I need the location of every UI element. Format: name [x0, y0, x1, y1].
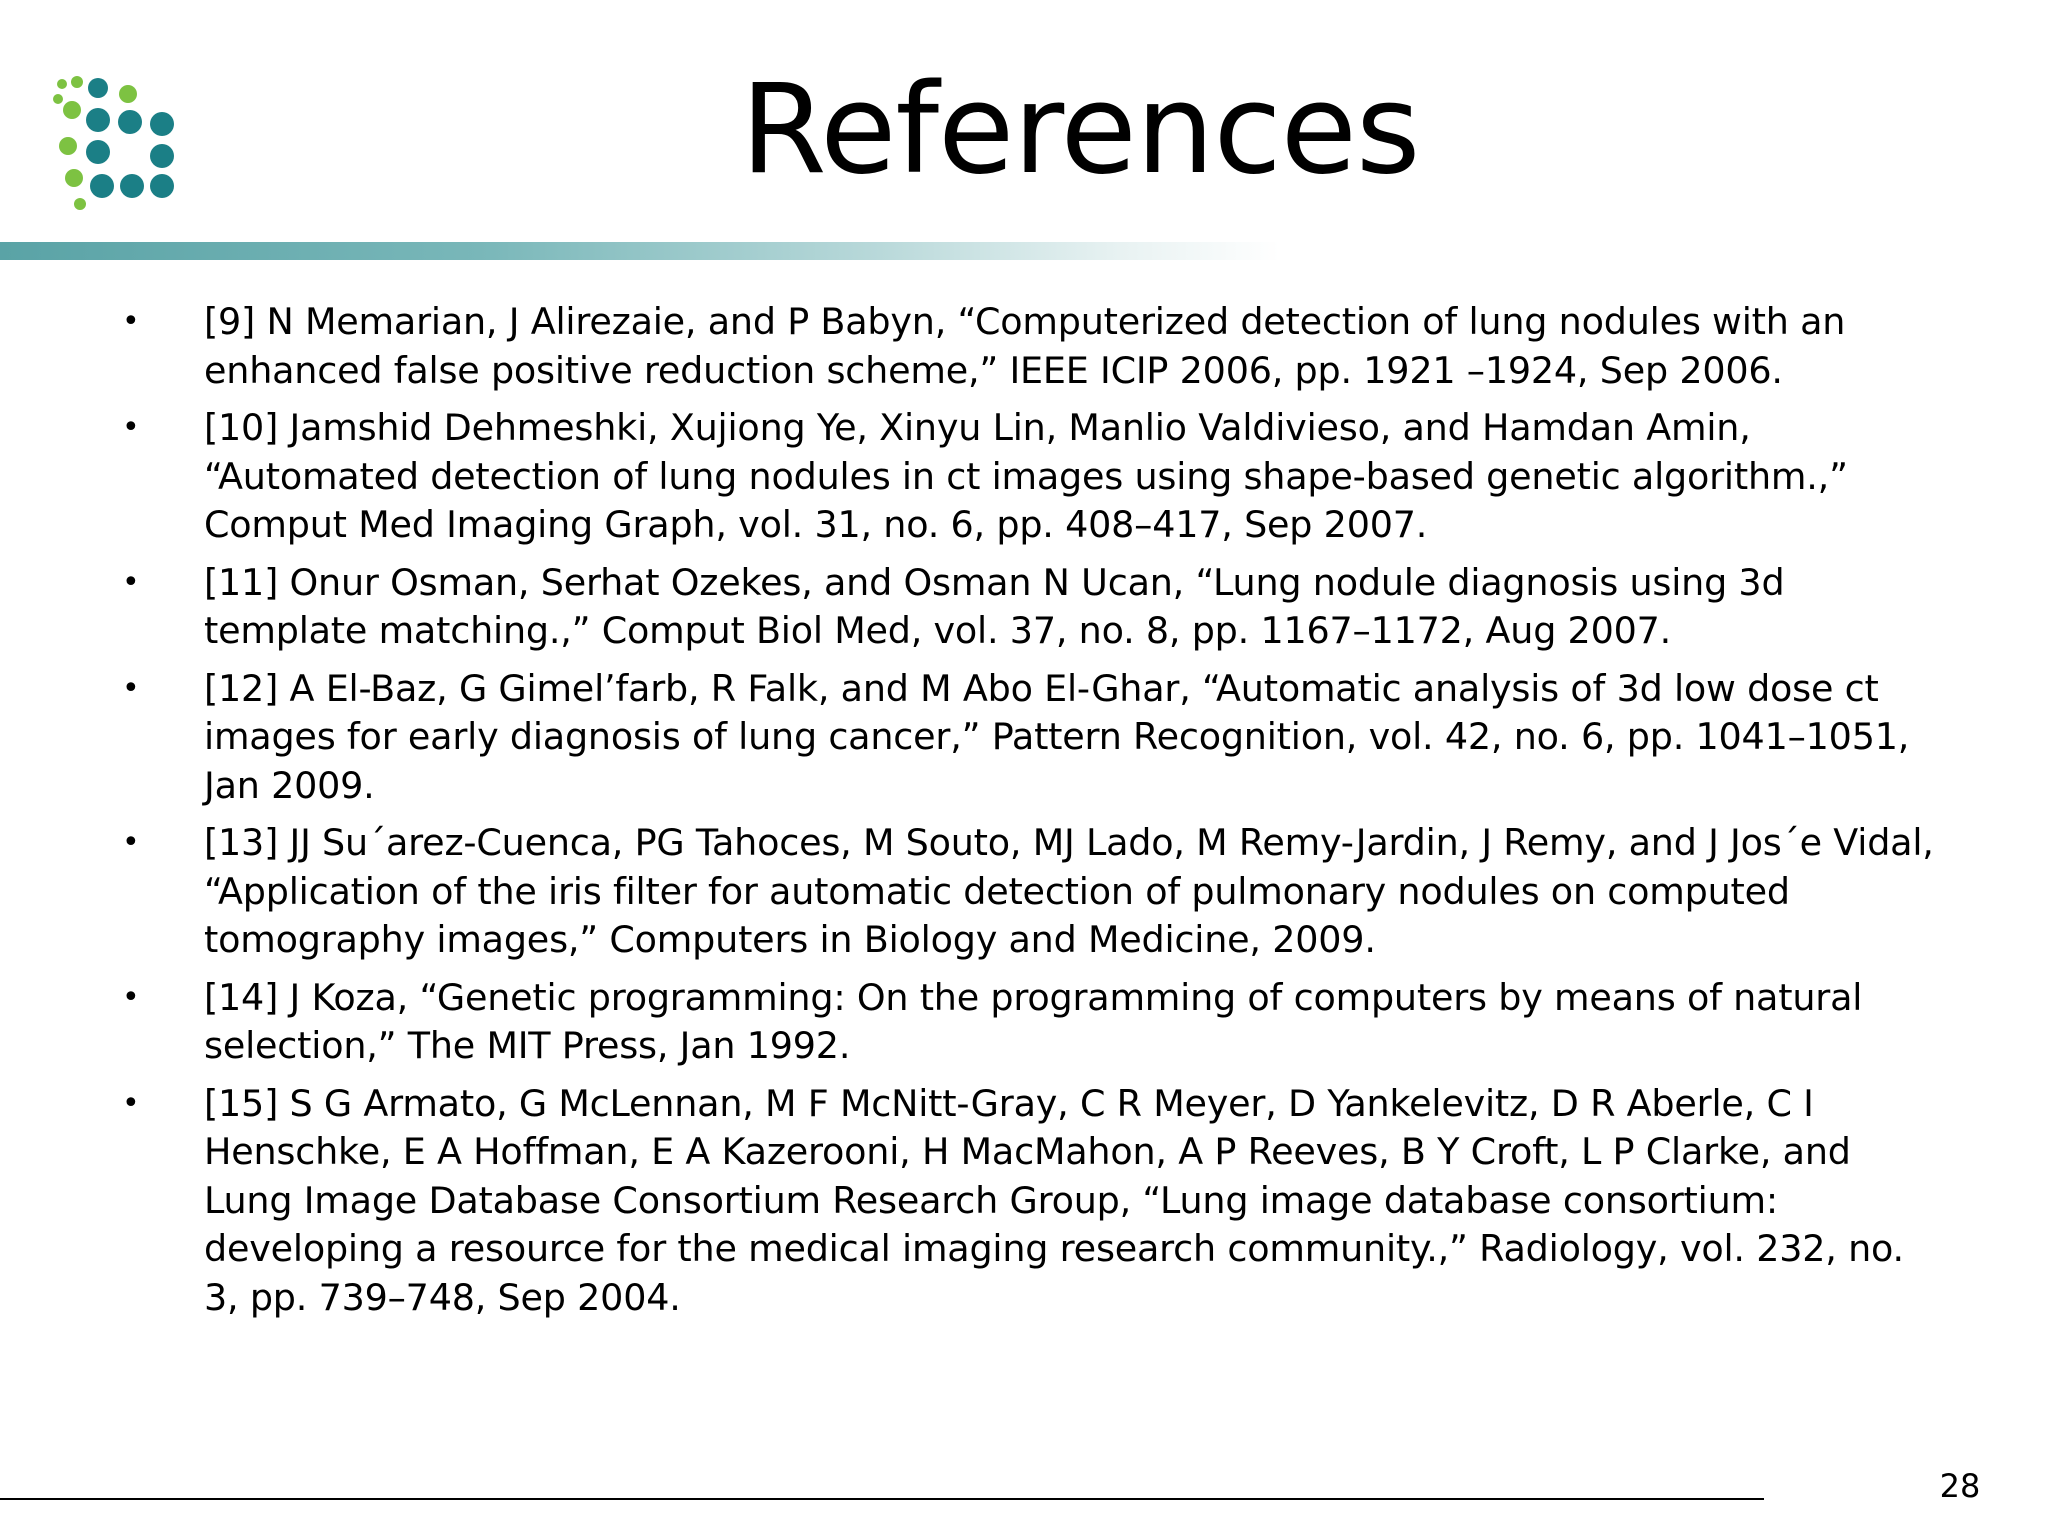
- bullet-icon: •: [122, 670, 140, 706]
- reference-list: [122, 298, 1942, 1331]
- reference-item-13: [122, 819, 1942, 965]
- bullet-icon: •: [122, 825, 140, 860]
- reference-text: [11] Onur Osman, Serhat Ozekes, and Osman N Ucan, “Lung nodule diagnosis using 3d template matching.,” Comput Biol Med, vol. 37, no. 8, pp. 1167–1172, Aug 2007.: [204, 560, 1785, 652]
- page-number: 28: [1939, 1467, 1981, 1505]
- title-divider-bar: [0, 242, 1600, 260]
- reference-text: [13] JJ Su´arez-Cuenca, PG Tahoces, M Souto, MJ Lado, M Remy-Jardin, J Remy, and J Jos´e Vidal, “Application of the iris filter for automatic detection of pulmonary nodules on computed tomography images,” Computers in Biology and Medicine, 2009.: [204, 821, 1934, 961]
- bullet-icon: •: [122, 564, 140, 600]
- reference-item-12: [122, 665, 1942, 811]
- reference-item-10: [122, 404, 1942, 550]
- reference-text: [15] S G Armato, G McLennan, M F McNitt-Gray, C R Meyer, D Yankelevitz, D R Aberle, C I Henschke, E A Hoffman, E A Kazerooni, H MacMahon, A P Reeves, B Y Croft, L P Clarke, and Lung Image Database Consortium Research Group, “Lung image database consortium: developing a resource for the medical imaging research community.,” Radiology, vol. 232, no. 3, pp. 739–748, Sep 2004.: [204, 1081, 1904, 1319]
- slide-title: References: [740, 58, 1420, 202]
- bullet-icon: •: [122, 410, 140, 445]
- reference-item-14: [122, 974, 1942, 1071]
- bullet-icon: •: [122, 979, 140, 1015]
- bullet-icon: •: [122, 304, 140, 339]
- reference-item-15: [122, 1080, 1942, 1323]
- reference-text: [9] N Memarian, J Alirezaie, and P Babyn, “Computerized detection of lung nodules with an enhanced false positive reduction scheme,” IEEE ICIP 2006, pp. 1921 –1924, Sep 2006.: [204, 300, 1846, 392]
- reference-text: [14] J Koza, “Genetic programming: On the programming of computers by means of natural selection,” The MIT Press, Jan 1992.: [204, 975, 1863, 1067]
- footer-divider-line: [0, 1498, 1764, 1500]
- reference-item-11: [122, 559, 1942, 656]
- reference-item-9: [122, 298, 1942, 395]
- reference-text: [10] Jamshid Dehmeshki, Xujiong Ye, Xinyu Lin, Manlio Valdivieso, and Hamdan Amin, “Automated detection of lung nodules in ct images using shape-based genetic algorithm.,” Comput Med Imaging Graph, vol. 31, no. 6, pp. 408–417, Sep 2007.: [204, 406, 1848, 546]
- bullet-icon: •: [122, 1085, 140, 1121]
- reference-text: [12] A El-Baz, G Gimel’farb, R Falk, and M Abo El-Ghar, “Automatic analysis of 3d low dose ct images for early diagnosis of lung cancer,” Pattern Recognition, vol. 42, no. 6, pp. 1041–1051, Jan 2009.: [204, 666, 1910, 807]
